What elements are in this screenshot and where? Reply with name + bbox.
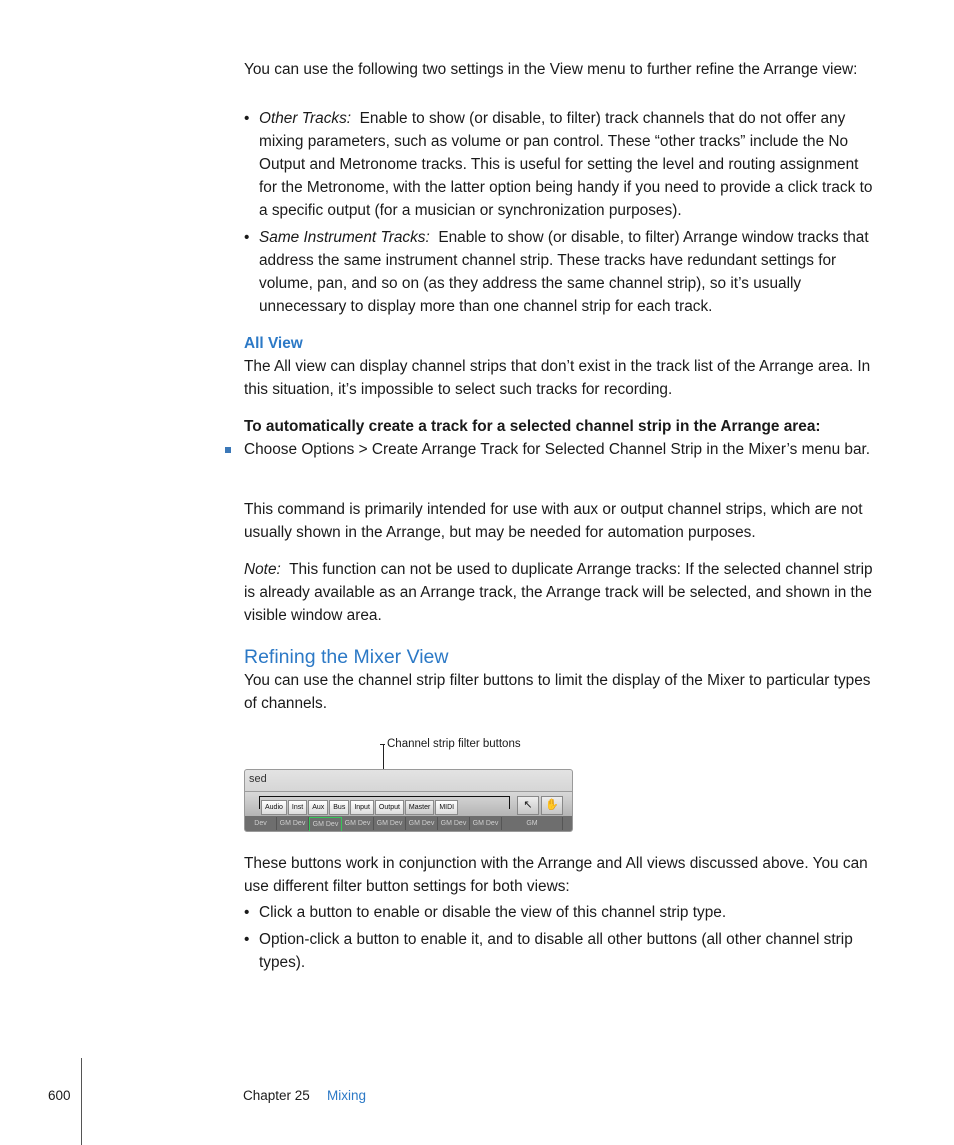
filter-button-input[interactable]: Input: [350, 800, 374, 815]
channel-strip-name-row: [245, 816, 572, 831]
after-figure-paragraph: These buttons work in conjunction with the Arrange and All views discussed above. You can use different filter button settings for both views:: [244, 855, 868, 895]
list-item-option-click: [244, 928, 874, 974]
bullet-glyph: •: [244, 229, 250, 246]
task-step: Choose Options > Create Arrange Track for Selected Channel Strip in the Mixer’s menu bar.: [244, 441, 871, 458]
heading-all-view: All View: [244, 335, 303, 352]
term-same-instrument-tracks: Same Instrument Tracks:: [259, 229, 430, 246]
filter-button-output[interactable]: Output: [375, 800, 404, 815]
list-item-other-tracks: [244, 107, 874, 222]
page-number: 600: [48, 1088, 71, 1103]
list-item-same-instrument-tracks: [244, 226, 874, 318]
list-item-click-text: Click a button to enable or disable the view of this channel strip type.: [259, 904, 727, 921]
bullet-glyph: •: [244, 931, 250, 948]
note-text: This function can not be used to duplicate Arrange tracks: If the selected channel strip is already available as an Arrange track, the Arrange track will be selected, and shown in the visible window area.: [244, 561, 873, 624]
filter-button-aux[interactable]: Aux: [308, 800, 328, 815]
channel-strip-label: GM: [502, 817, 563, 830]
footer-section-link[interactable]: Mixing: [327, 1088, 367, 1103]
filter-button-audio[interactable]: Audio: [261, 800, 287, 815]
all-view-paragraph: The All view can display channel strips that don’t exist in the track list of the Arrange area. In this situation, it’s impossible to select such tracks for recording.: [244, 358, 871, 398]
list-item-click: [244, 901, 874, 924]
channel-strip-label: GM Dev: [342, 817, 374, 830]
footer-divider: [81, 1058, 82, 1145]
hand-tool-icon[interactable]: ✋: [541, 796, 563, 815]
mixer-screenshot: [244, 769, 573, 832]
note-paragraph: [244, 558, 874, 627]
step-bullet-square: [225, 447, 231, 453]
filter-button-midi[interactable]: MIDI: [435, 800, 458, 815]
channel-strip-label-selected: GM Dev: [309, 817, 342, 832]
intro-paragraph: You can use the following two settings in the View menu to further refine the Arrange view:: [244, 61, 858, 78]
channel-strip-label: GM Dev: [406, 817, 438, 830]
list-item-option-click-text: Option-click a button to enable it, and to disable all other buttons (all other channel strip types).: [259, 931, 853, 971]
pointer-tool-icon[interactable]: ↖: [517, 796, 539, 815]
filter-button-master[interactable]: Master: [405, 800, 434, 815]
bullet-glyph: •: [244, 904, 250, 921]
channel-strip-label: GM Dev: [374, 817, 406, 830]
window-title-fragment: sed: [249, 773, 267, 785]
channel-strip-label: GM Dev: [277, 817, 309, 830]
command-paragraph: This command is primarily intended for use with aux or output channel strips, which are not usually shown in the Arrange, but may be needed for automation purposes.: [244, 501, 863, 541]
bullet-glyph: •: [244, 110, 250, 127]
filter-button-inst[interactable]: Inst: [288, 800, 307, 815]
figure-callout-label: Channel strip filter buttons: [387, 738, 521, 750]
term-other-tracks: Other Tracks:: [259, 110, 352, 127]
section-heading-refining-mixer-view: Refining the Mixer View: [244, 646, 449, 668]
note-label: Note:: [244, 561, 281, 578]
mixer-toolbar: [245, 791, 572, 817]
footer-chapter: Chapter 25: [243, 1088, 310, 1103]
section-paragraph: You can use the channel strip filter buttons to limit the display of the Mixer to particular types of channels.: [244, 672, 871, 712]
desc-same-instrument-tracks: Enable to show (or disable, to filter) Arrange window tracks that address the same instrument channel strip. These tracks have redundant settings for volume, pan, and so on (as they address the same channel strip), so it’s usually unnecessary to display more than one channel strip for each track.: [259, 229, 869, 315]
filter-button-bus[interactable]: Bus: [329, 800, 349, 815]
task-heading: To automatically create a track for a selected channel strip in the Arrange area:: [244, 418, 821, 435]
channel-strip-label: GM Dev: [438, 817, 470, 830]
channel-strip-filter-buttons: [261, 800, 459, 814]
channel-strip-label: GM Dev: [470, 817, 502, 830]
channel-strip-label: Dev: [245, 817, 277, 830]
desc-other-tracks: Enable to show (or disable, to filter) track channels that do not offer any mixing parameters, such as volume or pan control. These “other tracks” include the No Output and Metronome tracks. This is useful for setting the level and routing assignment for the Metronome, with the latter option being handy if you need to provide a click track to a specific output (for a musician or synchronization purposes).: [259, 110, 873, 219]
